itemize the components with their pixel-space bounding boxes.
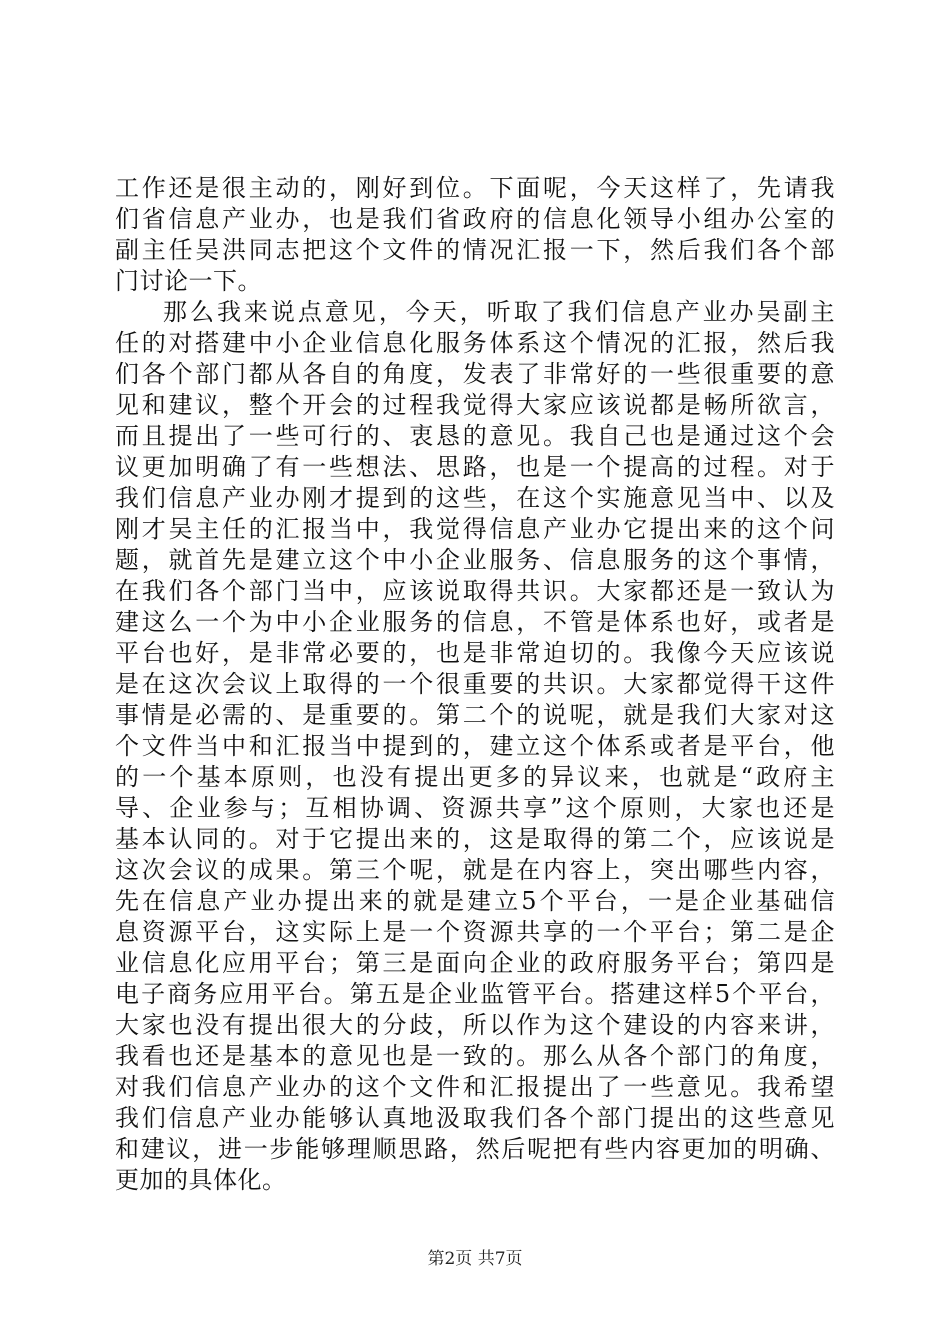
text-line: 那么我来说点意见，今天，听取了我们信息产业办吴副主: [163, 298, 835, 326]
text-line: 见和建议，整个开会的过程我觉得大家应该说都是畅所欲言，: [115, 391, 835, 419]
text-line: 电子商务应用平台。第五是企业监管平台。搭建这样5个平台，: [115, 980, 835, 1008]
text-line: 和建议，进一步能够理顺思路，然后呢把有些内容更加的明确、: [115, 1135, 835, 1163]
text-line: 我们信息产业办刚才提到的这些，在这个实施意见当中、以及: [115, 484, 835, 512]
text-line: 工作还是很主动的，刚好到位。下面呢，今天这样了，先请我: [115, 174, 835, 202]
text-line: 业信息化应用平台；第三是面向企业的政府服务平台；第四是: [115, 949, 835, 977]
text-line: 事情是必需的、是重要的。第二个的说呢，就是我们大家对这: [115, 701, 835, 729]
text-line: 副主任吴洪同志把这个文件的情况汇报一下，然后我们各个部: [115, 236, 835, 264]
text-line: 在我们各个部门当中，应该说取得共识。大家都还是一致认为: [115, 577, 835, 605]
paragraph: [115, 297, 835, 1196]
text-line: 更加的具体化。: [115, 1166, 287, 1194]
text-line: 门讨论一下。: [115, 267, 262, 295]
text-line: 我们信息产业办能够认真地汲取我们各个部门提出的这些意见: [115, 1104, 835, 1132]
page-footer: 第2页 共7页: [427, 1249, 523, 1269]
document-body: [115, 173, 835, 1196]
text-line: 我看也还是基本的意见也是一致的。那么从各个部门的角度，: [115, 1042, 835, 1070]
text-line: 这次会议的成果。第三个呢，就是在内容上，突出哪些内容，: [115, 856, 835, 884]
text-line: 题，就首先是建立这个中小企业服务、信息服务的这个事情，: [115, 546, 835, 574]
text-line: 先在信息产业办提出来的就是建立5个平台，一是企业基础信: [115, 887, 835, 915]
text-line: 大家也没有提出很大的分歧，所以作为这个建设的内容来讲，: [115, 1011, 835, 1039]
text-line: 刚才吴主任的汇报当中，我觉得信息产业办它提出来的这个问: [115, 515, 835, 543]
text-line: 个文件当中和汇报当中提到的，建立这个体系或者是平台，他: [115, 732, 835, 760]
text-line: 平台也好，是非常必要的，也是非常迫切的。我像今天应该说: [115, 639, 835, 667]
text-line: 对我们信息产业办的这个文件和汇报提出了一些意见。我希望: [115, 1073, 835, 1101]
text-line: 任的对搭建中小企业信息化服务体系这个情况的汇报，然后我: [115, 329, 835, 357]
text-line: 建这么一个为中小企业服务的信息，不管是体系也好，或者是: [115, 608, 835, 636]
text-line: 息资源平台，这实际上是一个资源共享的一个平台；第二是企: [115, 918, 835, 946]
text-line: 们省信息产业办，也是我们省政府的信息化领导小组办公室的: [115, 205, 835, 233]
paragraph: [115, 173, 835, 297]
text-line: 议更加明确了有一些想法、思路，也是一个提高的过程。对于: [115, 453, 835, 481]
text-line: 导、企业参与；互相协调、资源共享”这个原则，大家也还是: [115, 794, 835, 822]
text-line: 们各个部门都从各自的角度，发表了非常好的一些很重要的意: [115, 360, 835, 388]
text-line: 的一个基本原则，也没有提出更多的异议来，也就是“政府主: [115, 763, 835, 791]
text-line: 是在这次会议上取得的一个很重要的共识。大家都觉得干这件: [115, 670, 835, 698]
text-line: 基本认同的。对于它提出来的，这是取得的第二个，应该说是: [115, 825, 835, 853]
text-line: 而且提出了一些可行的、衷恳的意见。我自己也是通过这个会: [115, 422, 835, 450]
